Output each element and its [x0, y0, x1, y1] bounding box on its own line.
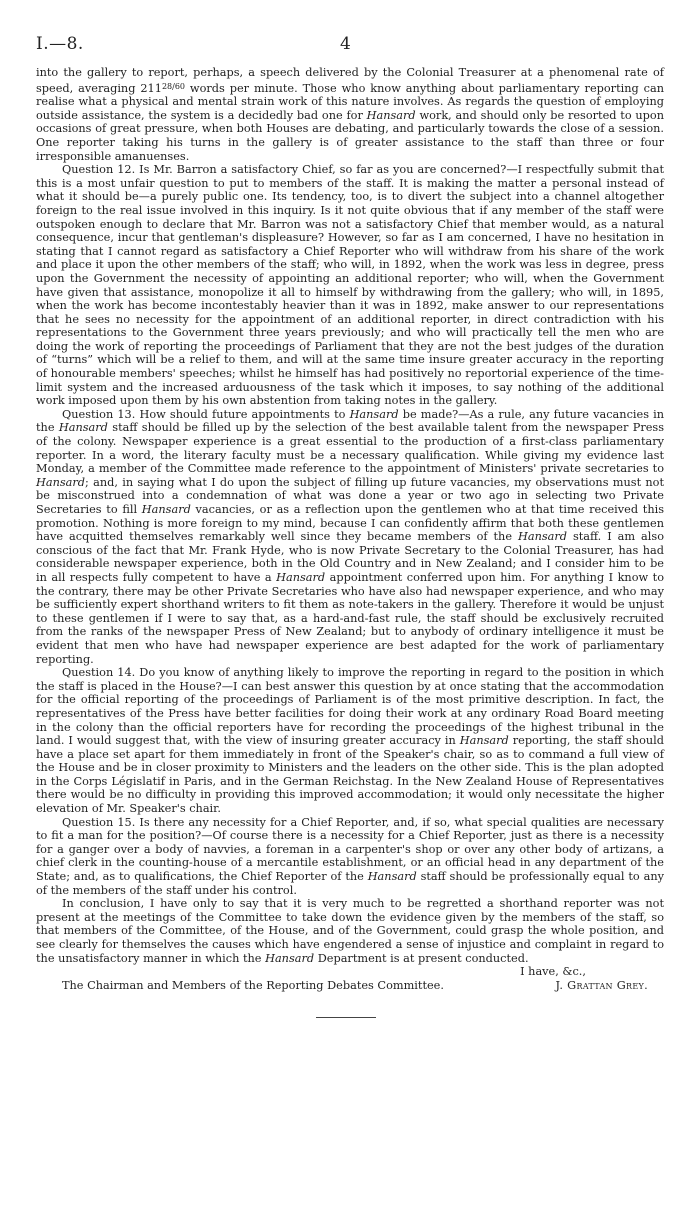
paragraph-question-12: Question 12. Is Mr. Barron a satisfactory Chief, so far as you are concerned?—I respectfully submit that this is a most unfair question to put to members of the staff. It is making the matter a personal instead of what it should be—a purely public one. Its tendency, too, is to divert the subject into a channel altogether foreign to the real issue involved in this inquiry. Is it not quite obvious that if any member of the staff were outspoken enough to declare that Mr. Barron was not a satisfactory Chief that member would, as a natural consequence, incur that gentleman's displeasure? However, so far as I am concerned, I have no hesitation in stating that I cannot regard as satisfactory a Chief Reporter who will withdraw from his share of the work and place it upon the other members of the staff; who will, in 1892, when the work was less in degree, press upon the Government the necessity of appointing an additional reporter; who will, when the Government have given that assistance, monopolize it all to himself by withdrawing from the gallery; who will, in 1895, when the work has become incontestably heavier than it was in 1892, make answer to our representations that he sees no necessity for the appointment of an additional reporter, in direct contradiction with his representations to the Government three years previously; and who will practically tell the men who are doing the work of reporting the proceedings of Parliament that they are not the best judges of the duration of “turns” which will be a relief to them, and will at the same time insure greater accuracy in the reporting of honourable members' speeches; whilst he himself has had positively no reportorial experience of the time-limit system and the increased arduousness of the task which it imposes, to say nothing of the additional work imposed upon them by his own abstention from taking notes in the gallery. [36, 163, 664, 408]
addressee: The Chairman and Members of the Reporting Debates Committee. [62, 978, 444, 992]
paragraph-question-15: Question 15. Is there any necessity for a Chief Reporter, and, if so, what special qualities are necessary to fit a man for the position?—Of course there is a necessity for a Chief Reporter, just as there is a necessity for a ganger over a body of navvies, a foreman in a carpenter's shop or over any other body of artizans, a chief clerk in the counting-house of a mercantile establishment, or an official head in any department of the State; and, as to qualifications, the Chief Reporter of the Hansard staff should be professionally equal to any of the members of the staff under his control. [36, 815, 664, 897]
fraction: 28/60 [161, 81, 185, 91]
paragraph-question-14: Question 14. Do you know of anything likely to improve the reporting in regard to the position in which the staff is placed in the House?—I can best answer this question by at once stating that the accommodation for the official reporting of the proceedings of Parliament is of the most primitive description. In fact, the representatives of the Press have better facilities for doing their work at any ordinary Road Board meeting in the colony than the official reporters have for recording the proceedings of the highest tribunal in the land. I would suggest that, with the view of insuring greater accuracy in Hansard reporting, the staff should have a place set apart for them immediately in front of the Speaker's chair, so as to command a full view of the House and be in closer proximity to Ministers and the leaders on the other side. This is the plan adopted in the Corps Législatif in Paris, and in the German Reichstag. In the New Zealand House of Representatives there would be no difficulty in providing this improved accommodation; it would only necessitate the higher elevation of Mr. Speaker's chair. [36, 666, 664, 816]
end-rule [316, 1017, 376, 1018]
signature: J. Grattan Grey. [555, 978, 648, 992]
document-reference: I.—8. [36, 34, 84, 54]
paragraph-opening: into the gallery to report, perhaps, a speech delivered by the Colonial Treasurer at a phenomenal rate of speed, averaging $211^{28/60}$ words per minute. Those who know anything about parliamentary reporting can realise what a physical and mental strain work of this nature involves. As regards the question of employing outside assistance, the system is a decidedly bad one for Hansard work, and should only be resorted to upon occasions of great pressure, when both Houses are debating, and particularly towards the close of a session. One reporter taking his turns in the gallery is of greater assistance to the staff than three or four irresponsible amanuenses. [36, 66, 664, 163]
paragraph-question-13: Question 13. How should future appointments to Hansard be made?—As a rule, any future vacancies in the Hansard staff should be filled up by the selection of the best available talent from the newspaper Press of the colony. Newspaper experience is a great essential to the production of a first-class parliamentary reporter. In a word, the literary faculty must be a necessary qualification. While giving my evidence last Monday, a member of the Committee made reference to the appointment of Ministers' private secretaries to Hansard; and, in saying what I do upon the subject of filling up future vacancies, my observations must not be misconstrued into a condemnation of what was done a year or two ago in selecting two Private Secretaries to fill Hansard vacancies, or as a reflection upon the gentlemen who at that time received this promotion. Nothing is more foreign to my mind, because I can confidently affirm that both these gentlemen have acquitted themselves remarkably well since they became members of the Hansard staff. I am also conscious of the fact that Mr. Frank Hyde, who is now Private Secretary to the Colonial Treasurer, has had considerable newspaper experience, both in the Old Country and in New Zealand; and I consider him to be in all respects fully competent to have a Hansard appointment conferred upon him. For anything I know to the contrary, there may be other Private Secretaries who have also had newspaper experience, and who may be sufficiently expert shorthand writers to fit them as note-takers in the gallery. Therefore it would be unjust to these gentlemen if I were to say that, as a hard-and-fast rule, the staff should be exclusively recruited from the ranks of the newspaper Press of New Zealand; but to anybody of ordinary intelligence it must be evident that men who have had newspaper experience are best adapted for the work of parliamentary reporting. [36, 407, 665, 666]
closing-block [36, 965, 664, 993]
valediction: I have, &c., [520, 965, 586, 979]
document-body [36, 66, 664, 993]
paragraph-conclusion: In conclusion, I have only to say that it is very much to be regretted a shorthand reporter was not present at the meetings of the Committee to take down the evidence given by the members of the staff, so that members of the Committee, of the House, and of the Government, could grasp the whole position, and see clearly for themselves the causes which have engendered a sense of injustice and complaint in regard to the unsatisfactory manner in which the Hansard Department is at present conducted. [36, 897, 664, 965]
page-number: 4 [340, 34, 351, 54]
